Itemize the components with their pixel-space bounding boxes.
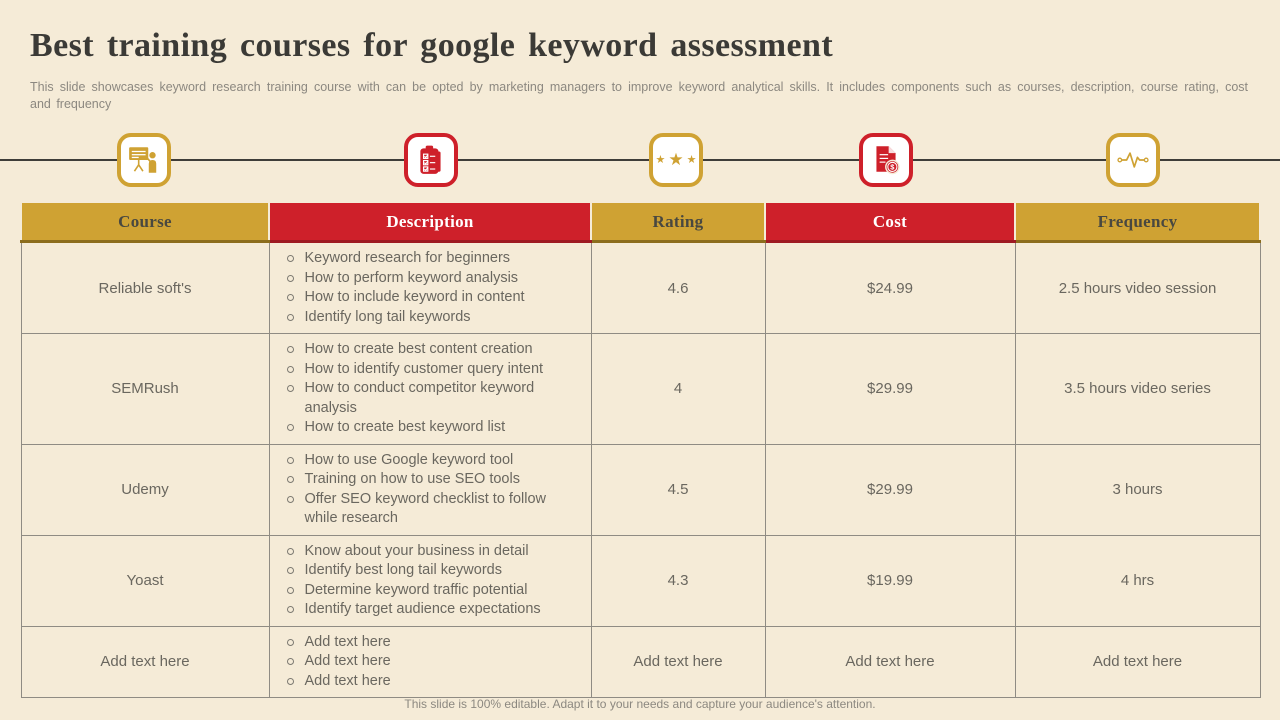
description-bullet: How to create best keyword list bbox=[276, 418, 581, 438]
description-bullet: How to conduct competitor keyword analysis bbox=[276, 379, 581, 418]
rating-cell: 4.6 bbox=[591, 242, 765, 334]
table-header-row bbox=[21, 203, 1260, 242]
description-bullet: Add text here bbox=[276, 652, 581, 672]
description-bullet: Add text here bbox=[276, 672, 581, 692]
course-cell: Yoast bbox=[21, 535, 269, 626]
training-presentation-glyph bbox=[127, 143, 161, 177]
table-body bbox=[21, 242, 1260, 698]
cost-document-icon bbox=[859, 133, 913, 187]
column-header-description: Description bbox=[269, 203, 591, 242]
column-header-rating: Rating bbox=[591, 203, 765, 242]
description-bullet: How to use Google keyword tool bbox=[276, 451, 581, 471]
table-row bbox=[21, 242, 1260, 334]
frequency-cell: Add text here bbox=[1015, 626, 1260, 698]
course-cell: SEMRush bbox=[21, 334, 269, 445]
cost-document-glyph bbox=[869, 143, 903, 177]
description-bullet: How to include keyword in content bbox=[276, 288, 581, 308]
column-header-course: Course bbox=[21, 203, 269, 242]
rating-stars-icon bbox=[649, 133, 703, 187]
dollar-sign-glyph: $ bbox=[890, 162, 895, 172]
frequency-pulse-glyph bbox=[1116, 143, 1150, 177]
column-header-frequency: Frequency bbox=[1015, 203, 1260, 242]
description-bullet: Identify target audience expectations bbox=[276, 600, 581, 620]
description-cell bbox=[269, 444, 591, 535]
cost-cell: Add text here bbox=[765, 626, 1015, 698]
description-bullet: Know about your business in detail bbox=[276, 542, 581, 562]
description-bullet-list bbox=[276, 633, 581, 692]
description-bullet: Add text here bbox=[276, 633, 581, 653]
cost-cell: $24.99 bbox=[765, 242, 1015, 334]
description-bullet-list bbox=[276, 451, 581, 529]
description-cell bbox=[269, 334, 591, 445]
checklist-clipboard-glyph bbox=[414, 143, 448, 177]
course-cell: Add text here bbox=[21, 626, 269, 698]
rating-cell: 4 bbox=[591, 334, 765, 445]
description-cell bbox=[269, 535, 591, 626]
course-cell: Reliable soft's bbox=[21, 242, 269, 334]
slide-footer-note: This slide is 100% editable. Adapt it to your needs and capture your audience's attention. bbox=[404, 697, 876, 711]
timeline-line bbox=[0, 159, 1280, 161]
table-row bbox=[21, 334, 1260, 445]
star-icon: ★ bbox=[686, 153, 697, 166]
description-bullet: How to identify customer query intent bbox=[276, 360, 581, 380]
frequency-cell: 3 hours bbox=[1015, 444, 1260, 535]
cost-cell: $19.99 bbox=[765, 535, 1015, 626]
slide-subtitle: This slide showcases keyword research training course with can be opted by marketing managers to improve keyword analytical skills. It includes components such as courses, description, course rating, cost and frequency bbox=[30, 80, 1248, 111]
description-bullet: Offer SEO keyword checklist to follow while research bbox=[276, 490, 581, 529]
table-row bbox=[21, 444, 1260, 535]
frequency-pulse-icon bbox=[1106, 133, 1160, 187]
courses-table bbox=[20, 203, 1261, 698]
cost-cell: $29.99 bbox=[765, 334, 1015, 445]
description-bullet: Identify long tail keywords bbox=[276, 308, 581, 328]
table-row bbox=[21, 626, 1260, 698]
rating-cell: 4.3 bbox=[591, 535, 765, 626]
page-title: Best training courses for google keyword assessment bbox=[30, 27, 834, 64]
table-row bbox=[21, 535, 1260, 626]
description-bullet: Keyword research for beginners bbox=[276, 249, 581, 269]
column-header-cost: Cost bbox=[765, 203, 1015, 242]
frequency-cell: 4 hrs bbox=[1015, 535, 1260, 626]
description-bullet: Determine keyword traffic potential bbox=[276, 581, 581, 601]
frequency-cell: 2.5 hours video session bbox=[1015, 242, 1260, 334]
cost-cell: $29.99 bbox=[765, 444, 1015, 535]
description-bullet-list bbox=[276, 340, 581, 438]
rating-cell: Add text here bbox=[591, 626, 765, 698]
description-bullet: Identify best long tail keywords bbox=[276, 561, 581, 581]
star-icon: ★ bbox=[655, 153, 666, 166]
description-cell bbox=[269, 242, 591, 334]
frequency-cell: 3.5 hours video series bbox=[1015, 334, 1260, 445]
description-bullet-list bbox=[276, 249, 581, 327]
description-bullet-list bbox=[276, 542, 581, 620]
description-bullet: How to perform keyword analysis bbox=[276, 269, 581, 289]
course-cell: Udemy bbox=[21, 444, 269, 535]
description-bullet: How to create best content creation bbox=[276, 340, 581, 360]
rating-cell: 4.5 bbox=[591, 444, 765, 535]
description-bullet: Training on how to use SEO tools bbox=[276, 470, 581, 490]
checklist-clipboard-icon bbox=[404, 133, 458, 187]
star-icon: ★ bbox=[668, 149, 684, 169]
rating-stars-glyph bbox=[655, 149, 697, 169]
description-cell bbox=[269, 626, 591, 698]
training-presentation-icon bbox=[117, 133, 171, 187]
